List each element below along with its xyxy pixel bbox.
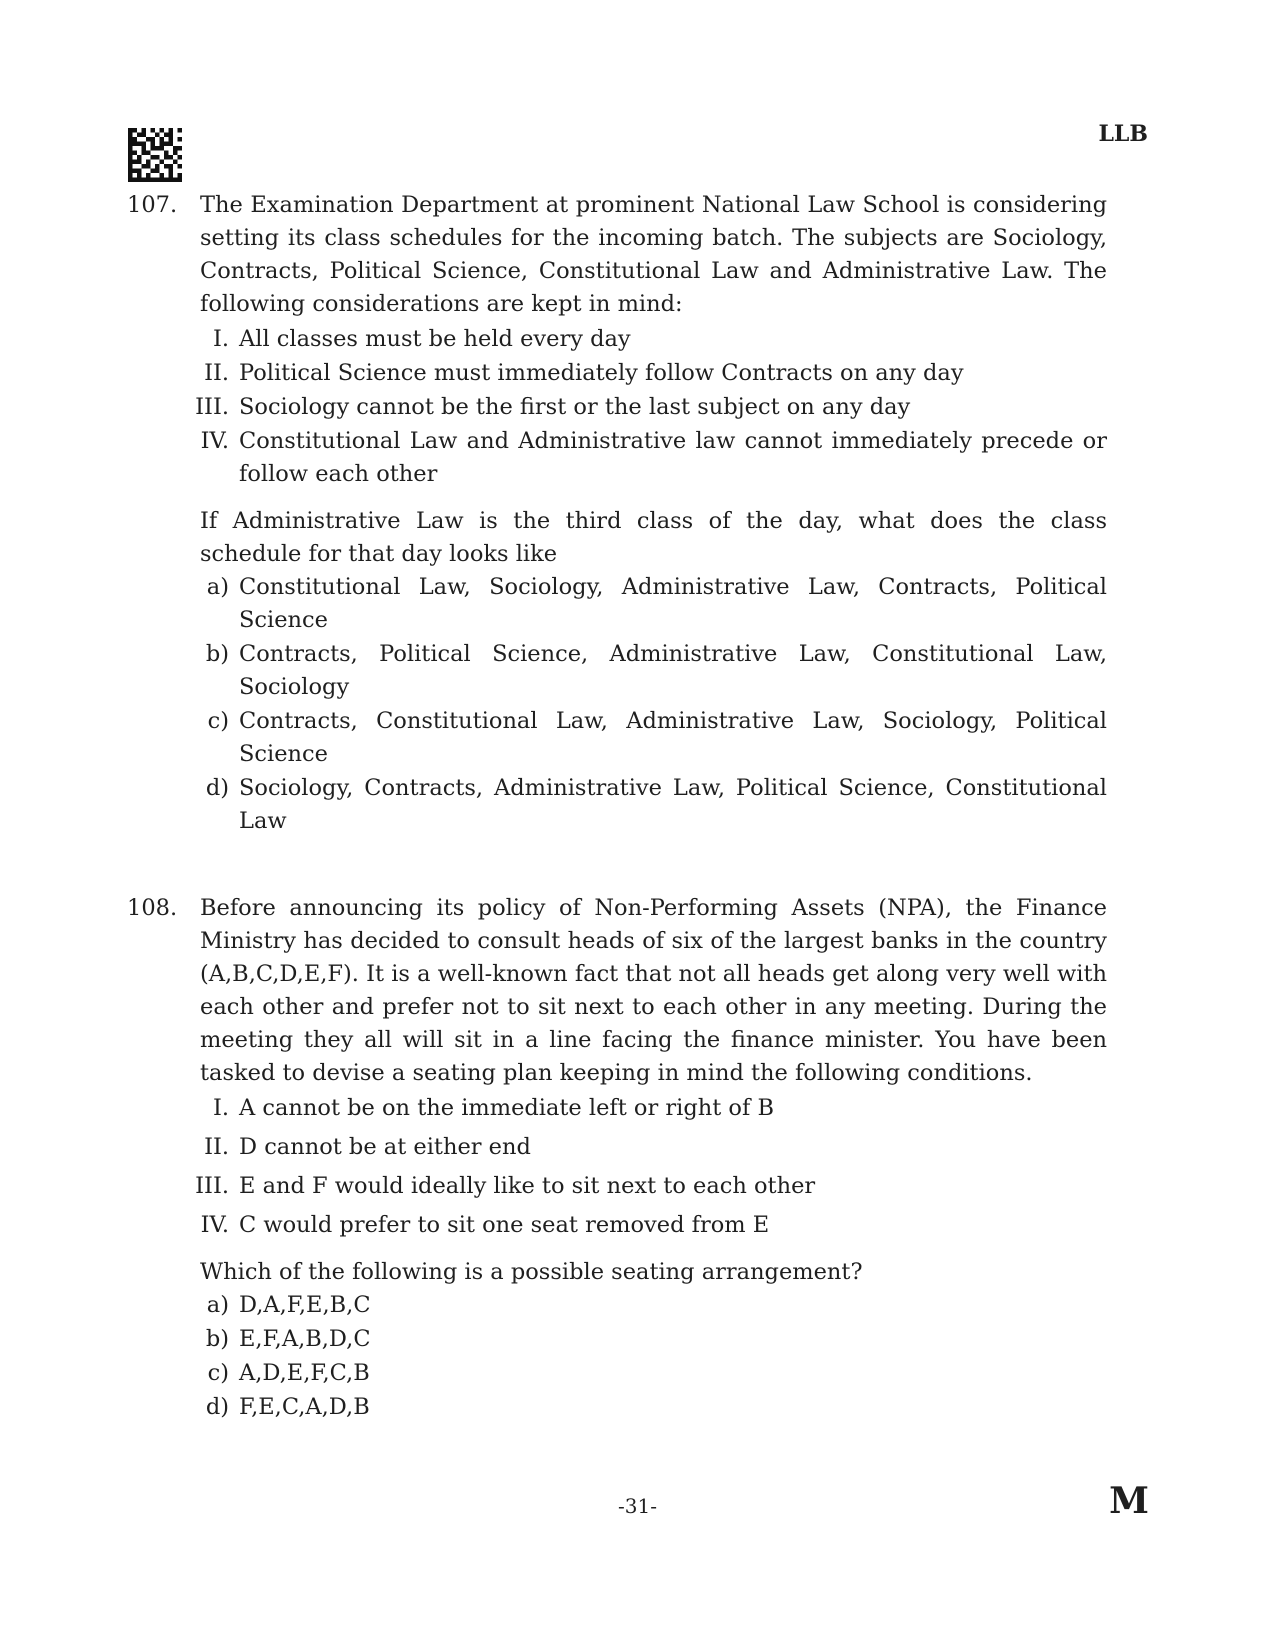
condition-item (127, 1170, 1107, 1203)
question-108 (127, 892, 1107, 1425)
option-d[interactable] (127, 1391, 1107, 1424)
condition-marker: I. (212, 1095, 229, 1121)
condition-item (127, 357, 1107, 390)
option-marker: b) (205, 1326, 229, 1352)
option-c[interactable] (127, 705, 1107, 771)
question-stem: Which of the following is a possible seating arrangement? (200, 1259, 863, 1285)
condition-text: E and F would ideally like to sit next to each other (239, 1173, 816, 1199)
option-marker: d) (205, 775, 229, 801)
condition-marker: IV. (200, 1212, 229, 1238)
series-code: M (1109, 1480, 1149, 1522)
qr-code (128, 128, 182, 182)
options-list (127, 571, 1107, 838)
option-a[interactable] (127, 571, 1107, 637)
page-number: -31- (618, 1494, 657, 1518)
option-d[interactable] (127, 772, 1107, 838)
question-107 (127, 189, 1107, 839)
condition-item (127, 1209, 1107, 1242)
condition-text: Sociology cannot be the first or the last subject on any day (239, 394, 911, 420)
condition-marker: III. (195, 394, 229, 420)
paper-code: LLB (1098, 121, 1148, 147)
condition-item (127, 1092, 1107, 1125)
condition-text: D cannot be at either end (239, 1134, 531, 1160)
option-text: Contracts, Political Science, Administrative Law, Constitutional Law, Sociology (239, 641, 1107, 700)
option-marker: c) (207, 708, 229, 734)
condition-marker: I. (212, 326, 229, 352)
condition-marker: II. (204, 360, 229, 386)
option-text: Constitutional Law, Sociology, Administrative Law, Contracts, Political Science (239, 574, 1107, 633)
condition-text: Political Science must immediately follow Contracts on any day (239, 360, 964, 386)
option-text: Sociology, Contracts, Administrative Law, Political Science, Constitutional Law (239, 775, 1107, 834)
question-stem: If Administrative Law is the third class of the day, what does the class schedule for that day looks like (200, 508, 1107, 567)
conditions-list (127, 1092, 1107, 1242)
option-marker: a) (206, 574, 229, 600)
option-text: E,F,A,B,D,C (239, 1326, 371, 1352)
option-marker: c) (207, 1360, 229, 1386)
option-text: D,A,F,E,B,C (239, 1292, 371, 1318)
conditions-list (127, 323, 1107, 491)
condition-item (127, 1131, 1107, 1164)
question-text: Before announcing its policy of Non-Performing Assets (NPA), the Finance Ministry has decided to consult heads of six of the largest banks in the country (A,B,C,D,E,F). It is a well-known fact that not all heads get along very well with each other and prefer not to sit next to each other in any meeting. During the meeting they all will sit in a line facing the finance minister. You have been tasked to devise a seating plan keeping in mind the following conditions. (200, 895, 1107, 1086)
option-text: F,E,C,A,D,B (239, 1394, 370, 1420)
option-text: A,D,E,F,C,B (239, 1360, 370, 1386)
question-text: The Examination Department at prominent National Law School is considering setting its class schedules for the incoming batch. The subjects are Sociology, Contracts, Political Science, Constitutional Law and Administrative Law. The following considerations are kept in mind: (200, 192, 1107, 317)
condition-item (127, 391, 1107, 424)
condition-marker: IV. (200, 428, 229, 454)
option-text: Contracts, Constitutional Law, Administrative Law, Sociology, Political Science (239, 708, 1107, 767)
options-list (127, 1289, 1107, 1424)
option-marker: d) (205, 1394, 229, 1420)
condition-text: C would prefer to sit one seat removed from E (239, 1212, 770, 1238)
option-c[interactable] (127, 1357, 1107, 1390)
condition-text: All classes must be held every day (239, 326, 631, 352)
question-number: 108. (127, 895, 178, 921)
condition-marker: III. (195, 1173, 229, 1199)
condition-text: Constitutional Law and Administrative law cannot immediately precede or follow each other (239, 428, 1107, 487)
option-b[interactable] (127, 638, 1107, 704)
condition-marker: II. (204, 1134, 229, 1160)
option-marker: a) (206, 1292, 229, 1318)
option-a[interactable] (127, 1289, 1107, 1322)
option-marker: b) (205, 641, 229, 667)
condition-item (127, 323, 1107, 356)
question-number: 107. (127, 192, 178, 218)
condition-text: A cannot be on the immediate left or right of B (239, 1095, 774, 1121)
option-b[interactable] (127, 1323, 1107, 1356)
condition-item (127, 425, 1107, 491)
